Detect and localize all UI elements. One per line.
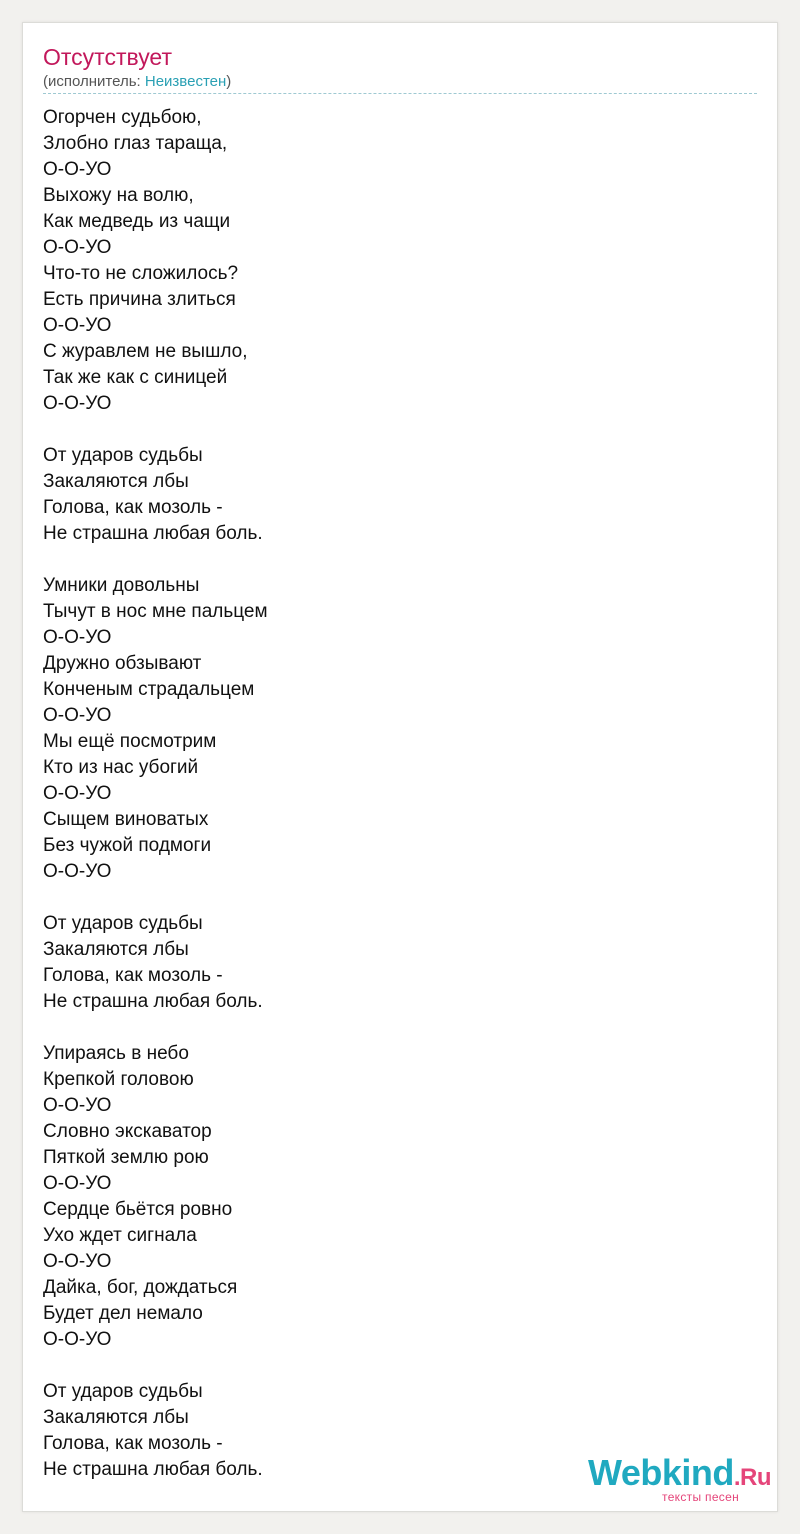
lyric-line: Мы ещё посмотрим <box>43 731 217 752</box>
lyric-line: О-О-УО <box>43 1095 112 1116</box>
logo-word: Webkind <box>587 1452 734 1493</box>
lyric-line: Сыщем виноватых <box>43 809 209 830</box>
logo-tagline: тексты песен <box>662 1490 739 1504</box>
lyric-line: Злобно глаз тараща, <box>43 133 228 154</box>
lyric-line: Голова, как мозоль - <box>43 1433 223 1454</box>
lyric-line: О-О-УО <box>43 1173 112 1194</box>
lyric-line: О-О-УО <box>43 1251 112 1272</box>
lyric-line: Голова, как мозоль - <box>43 965 223 986</box>
lyric-line: Не страшна любая боль. <box>43 1459 263 1480</box>
lyric-line: Так же как с синицей <box>43 367 228 388</box>
lyric-line: С журавлем не вышло, <box>43 341 248 362</box>
lyric-line: От ударов судьбы <box>43 913 203 934</box>
lyrics-card <box>22 22 778 1512</box>
lyric-line: О-О-УО <box>43 783 112 804</box>
artist-line <box>43 73 231 91</box>
lyric-line: Голова, как мозоль - <box>43 497 223 518</box>
lyric-line: Будет дел немало <box>43 1303 203 1324</box>
lyric-line: О-О-УО <box>43 705 112 726</box>
stanza-break <box>43 1015 268 1041</box>
lyric-line: О-О-УО <box>43 393 112 414</box>
stanza-break <box>43 1353 268 1379</box>
lyric-line: Выхожу на волю, <box>43 185 194 206</box>
lyric-line: О-О-УО <box>43 861 112 882</box>
lyric-line: Конченым страдальцем <box>43 679 255 700</box>
lyric-line: Крепкой головою <box>43 1069 194 1090</box>
lyric-line: Сердце бьётся ровно <box>43 1199 233 1220</box>
lyric-line: Закаляются лбы <box>43 1407 189 1428</box>
logo-tld: .Ru <box>733 1464 771 1491</box>
lyric-line: О-О-УО <box>43 315 112 336</box>
lyric-line: Как медведь из чащи <box>43 211 231 232</box>
lyric-line: От ударов судьбы <box>43 1381 203 1402</box>
lyric-line: Есть причина злиться <box>43 289 236 310</box>
lyric-line: Кто из нас убогий <box>43 757 199 778</box>
lyric-line: Словно экскаватор <box>43 1121 212 1142</box>
lyric-line: Закаляются лбы <box>43 471 189 492</box>
artist-prefix: (исполнитель: <box>43 73 145 90</box>
lyric-line: Не страшна любая боль. <box>43 991 263 1012</box>
lyric-line: Огорчен судьбою, <box>43 107 202 128</box>
lyric-line: Что-то не сложилось? <box>43 263 239 284</box>
lyric-line: Тычут в нос мне пальцем <box>43 601 268 622</box>
lyric-line: О-О-УО <box>43 237 112 258</box>
stanza-break <box>43 547 268 573</box>
lyric-line: Умники довольны <box>43 575 200 596</box>
artist-link[interactable]: Неизвестен <box>144 73 227 90</box>
lyric-line: Закаляются лбы <box>43 939 189 960</box>
title-divider <box>43 93 757 94</box>
song-title: Отсутствует <box>43 44 172 70</box>
lyric-line: Упираясь в небо <box>43 1043 189 1064</box>
site-logo[interactable] <box>571 1453 771 1509</box>
lyric-line: Дружно обзывают <box>43 653 202 674</box>
lyrics-body <box>43 105 268 1483</box>
stanza-break <box>43 885 268 911</box>
stanza-break <box>43 417 268 443</box>
artist-suffix: ) <box>226 73 232 90</box>
lyric-line: Ухо ждет сигнала <box>43 1225 197 1246</box>
lyric-line: О-О-УО <box>43 1329 112 1350</box>
lyric-line: О-О-УО <box>43 627 112 648</box>
lyric-line: От ударов судьбы <box>43 445 203 466</box>
lyric-line: О-О-УО <box>43 159 112 180</box>
lyric-line: Не страшна любая боль. <box>43 523 263 544</box>
lyric-line: Без чужой подмоги <box>43 835 212 856</box>
lyric-line: Дайка, бог, дождаться <box>43 1277 238 1298</box>
lyric-line: Пяткой землю рою <box>43 1147 209 1168</box>
